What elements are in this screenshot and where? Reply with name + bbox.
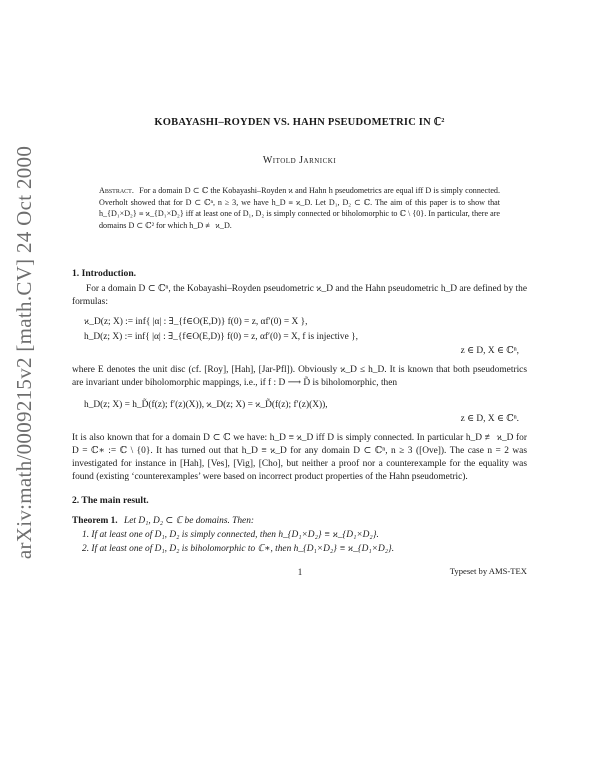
page-number: 1 bbox=[297, 567, 303, 577]
typeset-note: Typeset by AMS-TEX bbox=[449, 565, 527, 576]
theorem-1 bbox=[72, 515, 527, 556]
theorem-item: 2. If at least one of D₁, D₂ is biholomorphic to ℂ∗, then h_{D₁×D₂} ≡ ϰ_{D₁×D₂}. bbox=[82, 543, 395, 554]
abstract bbox=[99, 185, 500, 231]
section-heading-introduction: 1. Introduction. bbox=[72, 268, 137, 280]
kobayashi-royden-formula: ϰ_D(z; X) := inf{ |α| : ∃_{f∈O(E,D)} f(0) = z, αf′(0) = X }, bbox=[84, 317, 308, 328]
intro-paragraph-3: It is also known that for a domain D ⊂ ℂ we have: h_D ≡ ϰ_D iff D is simply connected. In particular h_D ≢ ϰ_D for D = ℂ∗ := ℂ \ {0}. It has turned out that h_D ≡ ϰ_D for any domain D ⊂ ℂⁿ, n ≥ 3 ([Ove]). The case n = 2 was investigated for instance in [Hah], [Ves], [Vig], [Cho], but neither a proof nor a counterexample for the equality was found (existing ‘counterexamples’ were based on incorrect product properties of the Hahn pseudometric). bbox=[72, 432, 527, 482]
definition-formulas bbox=[84, 315, 527, 357]
invariance-formula: h_D(z; X) = h_D̃(f(z); f′(z)(X)), ϰ_D(z; X) = ϰ_D̃(f(z); f′(z)(X)), bbox=[84, 399, 328, 410]
arxiv-identifier-text: arXiv:math/0009215v2 [math.CV] 24 Oct 2000 bbox=[12, 145, 37, 559]
invariance-condition: z ∈ D, X ∈ ℂⁿ. bbox=[460, 413, 519, 424]
arxiv-identifier-stamp bbox=[4, 72, 46, 632]
invariance-formula-block bbox=[84, 398, 527, 426]
paper-author: Witold Jarnicki bbox=[262, 155, 337, 167]
theorem-items bbox=[82, 529, 527, 556]
theorem-intro: Let D₁, D₂ ⊂ ℂ be domains. Then: bbox=[124, 515, 255, 526]
hahn-formula: h_D(z; X) := inf{ |α| : ∃_{f∈O(E,D)} f(0) = z, αf′(0) = X, f is injective }, bbox=[84, 331, 358, 342]
abstract-text: For a domain D ⊂ ℂ the Kobayashi–Royden ϰ and Hahn h pseudometrics are equal iff D is simply connected. Overholt showed that for D ⊂ ℂⁿ, n ≥ 3, we have h_D ≡ ϰ_D. Let D₁, D₂ ⊂ ℂ. The aim of this paper is to show that h_{D₁×D₂} ≡ ϰ_{D₁×D₂} iff at least one of D₁, D₂ is simply connected or biholomorphic to ℂ \ {0}. In particular, there are domains D ⊂ ℂ² for which h_D ≢ ϰ_D. bbox=[99, 186, 500, 230]
theorem-item: 1. If at least one of D₁, D₂ is simply connected, then h_{D₁×D₂} ≡ ϰ_{D₁×D₂}. bbox=[82, 529, 379, 540]
intro-paragraph-1: For a domain D ⊂ ℂⁿ, the Kobayashi–Royden pseudometric ϰ_D and the Hahn pseudometric h_D are defined by the formulas: bbox=[72, 284, 527, 308]
paper-page bbox=[72, 116, 527, 578]
intro-paragraph-2: where E denotes the unit disc (cf. [Roy], [Hah], [Jar-Pfl]). Obviously ϰ_D ≤ h_D. It is known that both pseudometrics are invariant under biholomorphic mappings, i.e., if f : D ⟶ D̃ is biholomorphic, then bbox=[72, 364, 527, 388]
paper-title: KOBAYASHI–ROYDEN VS. HAHN PSEUDOMETRIC IN ℂ² bbox=[154, 117, 445, 128]
abstract-label: Abstract. bbox=[99, 186, 134, 196]
theorem-label: Theorem 1. bbox=[72, 515, 118, 526]
section-heading-main-result: 2. The main result. bbox=[72, 494, 149, 506]
formula-condition: z ∈ D, X ∈ ℂⁿ, bbox=[460, 345, 519, 356]
